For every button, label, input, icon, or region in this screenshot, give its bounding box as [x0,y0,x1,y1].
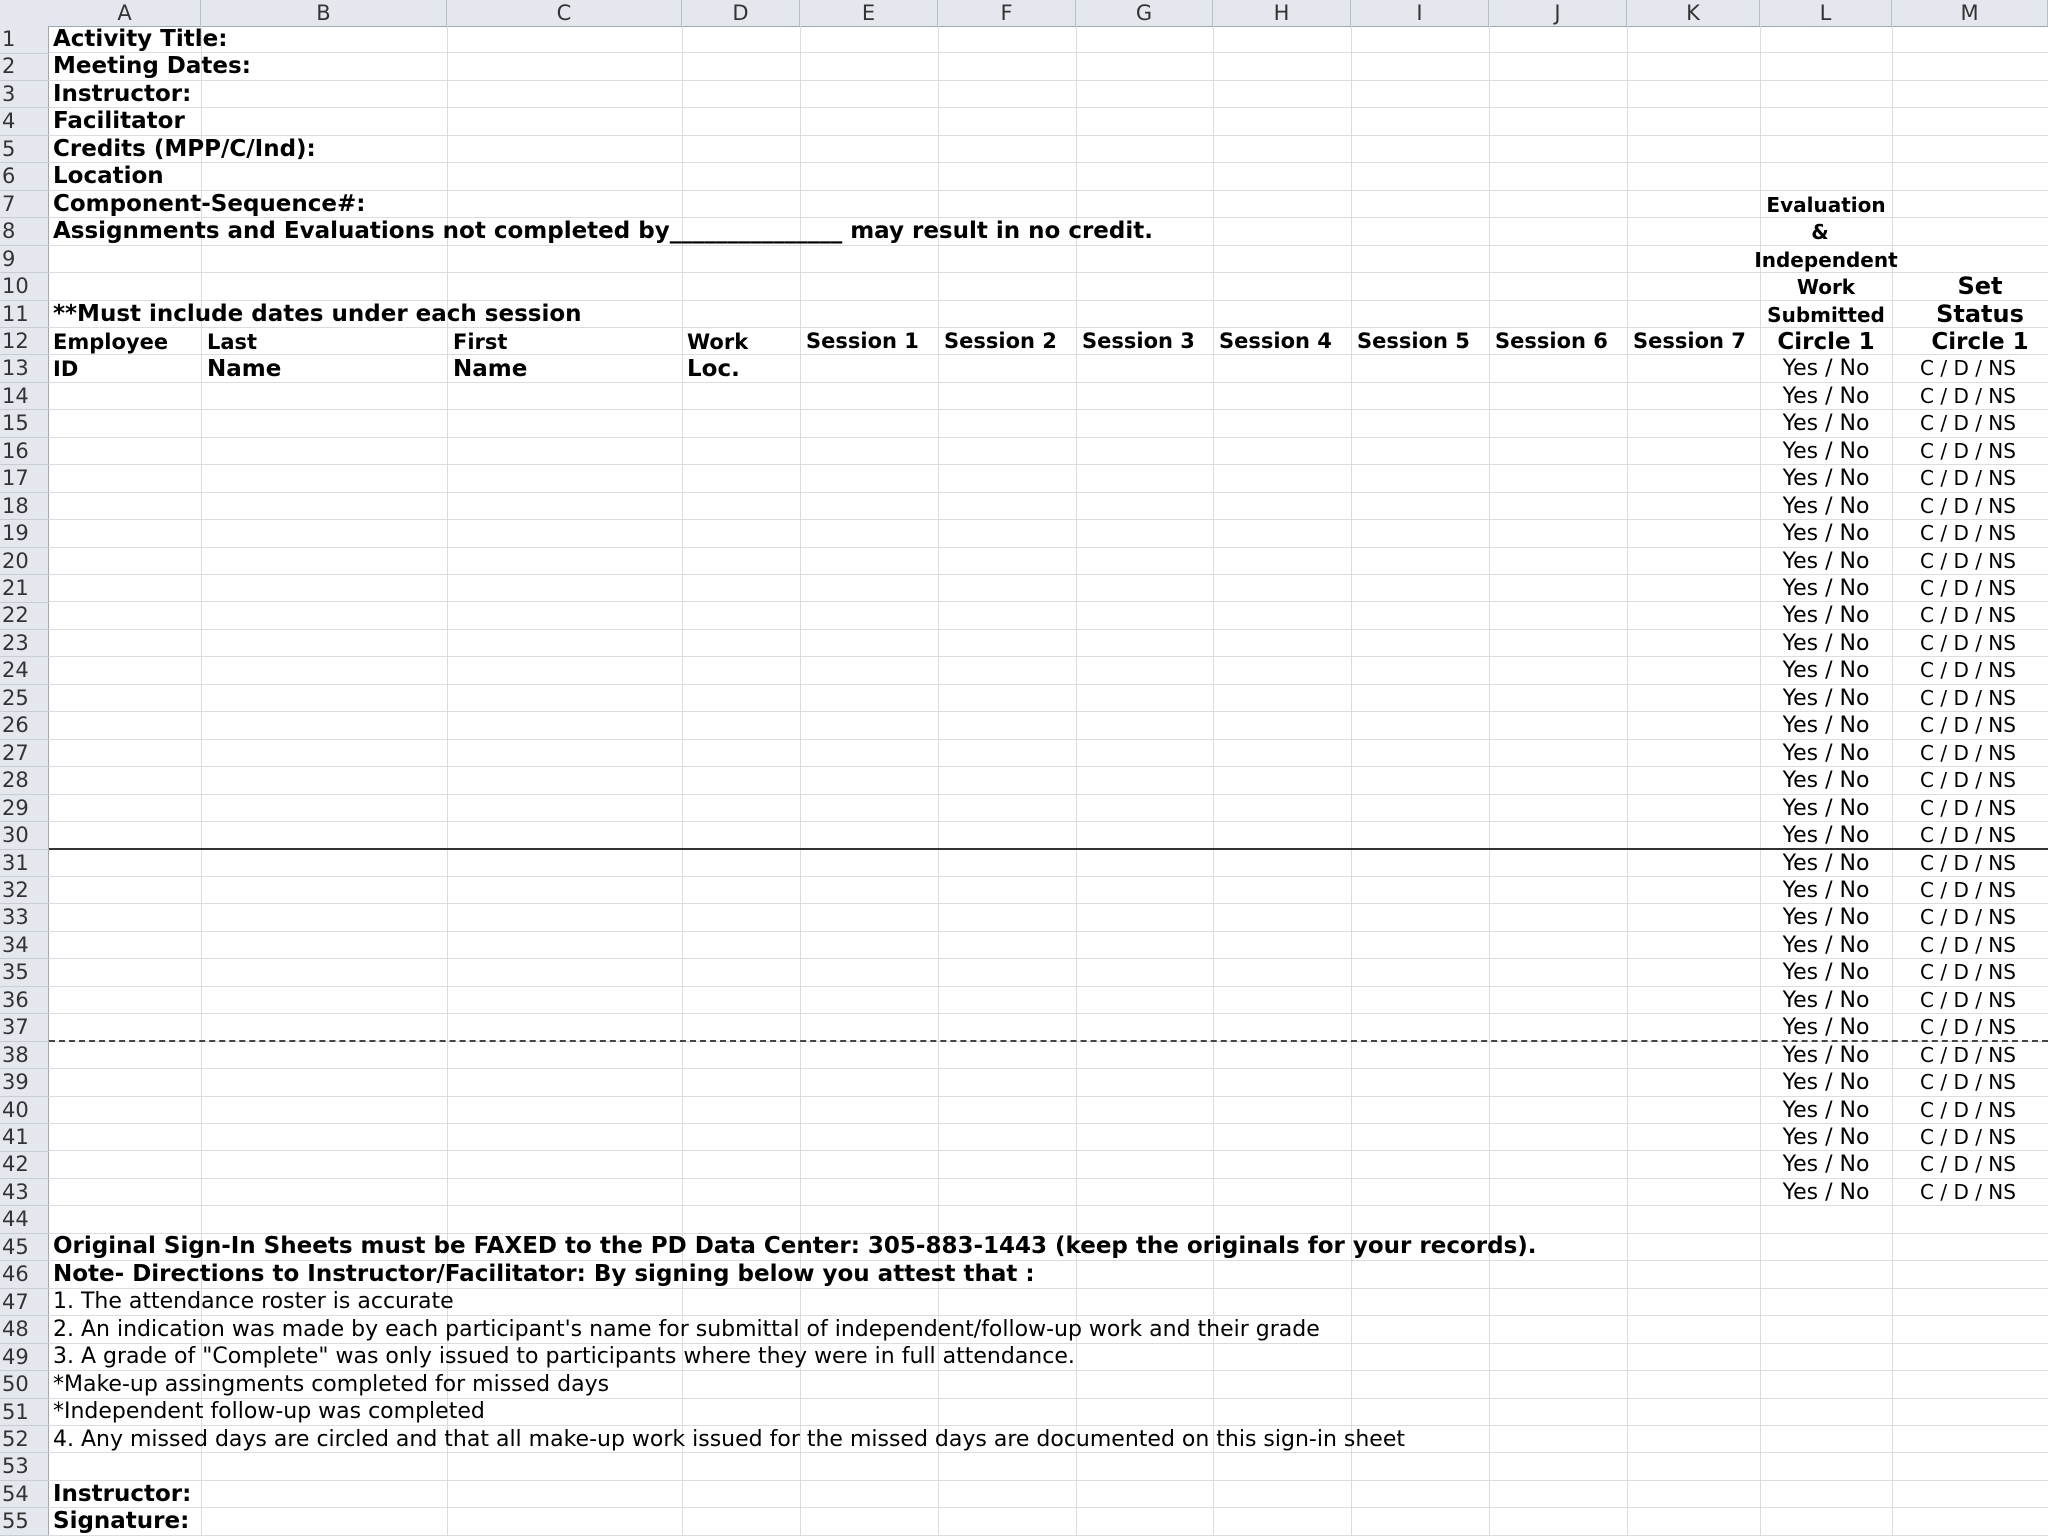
grid-column-line [682,26,683,1536]
status-option[interactable]: C / D / NS [1920,1125,2016,1149]
work-header: Work [687,330,749,354]
row-header[interactable]: 49 [0,1344,49,1372]
status-option[interactable]: C / D / NS [1920,795,2016,820]
row-header[interactable]: 15 [0,410,49,438]
work-submitted-option[interactable]: Yes / No [1782,548,1870,574]
grid-row-line [49,162,2048,163]
work-submitted-option[interactable]: Yes / No [1782,768,1870,794]
status-option[interactable]: C / D / NS [1920,768,2016,793]
id-header: ID [53,357,79,381]
status-option[interactable]: C / D / NS [1920,1152,2016,1177]
eval-header-line1: Evaluation [1766,193,1886,217]
status-option[interactable]: C / D / NS [1920,850,2016,875]
first-header: First [453,330,508,354]
attest-item-3b: *Independent follow-up was completed [53,1399,485,1424]
status-header-line1: Set [1957,272,2003,300]
row-header[interactable]: 11 [0,301,49,329]
status-option[interactable]: C / D / NS [1920,630,2016,655]
work-submitted-option[interactable]: Yes / No [1782,1042,1870,1068]
row-header[interactable]: 51 [0,1399,49,1427]
grid-column-line [938,26,939,1536]
grid-row-line [49,1150,2048,1151]
row-header[interactable]: 28 [0,767,49,795]
work-submitted-option[interactable]: Yes / No [1782,823,1870,849]
grid-row-line [49,80,2048,81]
grid-row-line [49,1013,2048,1014]
status-option[interactable]: C / D / NS [1920,576,2016,600]
status-option[interactable]: C / D / NS [1920,438,2016,463]
work-submitted-option[interactable]: Yes / No [1782,630,1870,656]
grid-row-line [49,766,2048,767]
session-header-3: Session 3 [1082,328,1195,353]
grid-row-line [49,547,2048,548]
work-submitted-option[interactable]: Yes / No [1782,383,1870,409]
work-submitted-option[interactable]: Yes / No [1782,438,1870,464]
session-header-7: Session 7 [1633,328,1746,353]
row-header[interactable]: 2 [0,53,49,81]
grid-row-line [49,135,2048,136]
row-header[interactable]: 33 [0,904,49,932]
session-header-2: Session 2 [944,328,1057,353]
must-include-note: **Must include dates under each session [53,301,582,327]
work-submitted-option[interactable]: Yes / No [1782,850,1870,876]
instructor-sign-label: Instructor: [53,1481,192,1507]
row-header[interactable]: 18 [0,493,49,521]
work-submitted-option[interactable]: Yes / No [1782,740,1870,766]
row-header[interactable]: 1 [0,26,49,54]
row-header[interactable]: 24 [0,657,49,685]
row-header[interactable]: 8 [0,218,49,246]
row-header[interactable]: 19 [0,520,49,548]
grid-row-line [49,958,2048,959]
grid-row-line [49,739,2048,740]
work-submitted-option[interactable]: Yes / No [1782,521,1870,547]
grid-row-line [49,931,2048,932]
row-header[interactable]: 29 [0,795,49,823]
row-header[interactable]: 25 [0,685,49,713]
work-submitted-option[interactable]: Yes / No [1782,1015,1870,1041]
status-option[interactable]: C / D / NS [1920,1097,2016,1122]
row-header[interactable]: 21 [0,575,49,603]
instructor-label: Instructor: [53,81,192,107]
grid-row-line [49,519,2048,520]
row-header[interactable]: 22 [0,602,49,630]
column-header-k[interactable]: K [1627,0,1760,26]
attest-item-4: 4. Any missed days are circled and that all make-up work issued for the missed days are documented on this sign-in sheet [53,1427,1406,1452]
work-submitted-option[interactable]: Yes / No [1782,466,1870,492]
signature-label: Signature: [53,1508,190,1534]
attest-item-2: 2. An indication was made by each participant's name for submittal of independent/follow-up work and their grade [53,1317,1320,1342]
row-header[interactable]: 31 [0,850,49,878]
row-header[interactable]: 12 [0,328,49,356]
grid-row-line [49,382,2048,383]
grid-column-line [1213,26,1214,1536]
work-submitted-option[interactable]: Yes / No [1782,1152,1870,1178]
column-header-h[interactable]: H [1213,0,1351,26]
row-header[interactable]: 16 [0,438,49,466]
activity-title-label: Activity Title: [53,26,228,52]
work-submitted-option[interactable]: Yes / No [1782,1179,1870,1205]
row-header[interactable]: 54 [0,1481,49,1509]
work-submitted-option[interactable]: Yes / No [1782,987,1870,1013]
grid-row-line [49,574,2048,575]
work-submitted-option[interactable]: Yes / No [1782,1070,1870,1096]
work-submitted-option[interactable]: Yes / No [1782,685,1870,711]
row-header[interactable]: 14 [0,383,49,411]
column-header-i[interactable]: I [1351,0,1489,26]
first-name-header: Name [453,356,528,382]
status-option[interactable]: C / D / NS [1920,356,2016,381]
work-submitted-option[interactable]: Yes / No [1782,960,1870,986]
row-header[interactable]: 23 [0,630,49,658]
credits-label: Credits (MPP/C/Ind): [53,136,316,162]
status-option[interactable]: C / D / NS [1920,548,2016,573]
session-header-5: Session 5 [1357,328,1470,353]
grid-row-line [49,1480,2048,1481]
row-header[interactable]: 41 [0,1124,49,1152]
last-name-header: Name [207,356,282,382]
work-submitted-option[interactable]: Yes / No [1782,877,1870,903]
row-header[interactable]: 10 [0,273,49,301]
grid-row-line [49,656,2048,657]
grid-row-line [49,821,2048,822]
work-submitted-option[interactable]: Yes / No [1782,658,1870,684]
eval-header-line4: Work [1796,275,1856,299]
attest-item-3: 3. A grade of "Complete" was only issued to participants where they were in full attendance. [53,1344,1075,1369]
grid-row-line [49,107,2048,108]
page-break-line [49,1040,2048,1042]
status-option[interactable]: C / D / NS [1920,823,2016,848]
column-header-l[interactable]: L [1760,0,1892,26]
row-header[interactable]: 44 [0,1206,49,1234]
row-header[interactable]: 47 [0,1289,49,1317]
loc-header: Loc. [687,356,740,382]
directions-note: Note- Directions to Instructor/Facilitator: By signing below you attest that : [53,1261,1035,1287]
grid-row-line [49,1178,2048,1179]
session-header-1: Session 1 [806,328,919,353]
row-header[interactable]: 37 [0,1014,49,1042]
grid-row-line [49,464,2048,465]
column-headers [0,0,2048,27]
status-option[interactable]: C / D / NS [1920,1042,2016,1067]
work-submitted-option[interactable]: Yes / No [1782,1125,1870,1150]
row-header[interactable]: 38 [0,1042,49,1070]
row-header[interactable]: 42 [0,1151,49,1179]
status-option[interactable]: C / D / NS [1920,987,2016,1012]
facilitator-label: Facilitator [53,108,185,134]
row-header[interactable]: 43 [0,1179,49,1207]
row-header[interactable]: 45 [0,1234,49,1262]
work-submitted-option[interactable]: Yes / No [1782,411,1870,437]
grid-column-line [1627,26,1628,1536]
work-submitted-option[interactable]: Yes / No [1782,905,1870,931]
grid-row-line [49,1068,2048,1069]
grid-row-line [49,1123,2048,1124]
grid-row-line [49,629,2048,630]
assignments-notice: Assignments and Evaluations not completed by_______________ may result in no credit. [53,218,1153,244]
session-header-4: Session 4 [1219,328,1332,353]
row-header[interactable]: 17 [0,465,49,493]
row-header[interactable]: 34 [0,932,49,960]
eval-header-line5: Submitted [1767,303,1885,327]
status-option[interactable]: C / D / NS [1920,383,2016,408]
grid-row-line [49,1507,2048,1508]
work-submitted-option[interactable]: Yes / No [1782,603,1870,629]
work-submitted-option[interactable]: Yes / No [1782,713,1870,739]
status-option[interactable]: C / D / NS [1920,905,2016,930]
status-option[interactable]: C / D / NS [1920,877,2016,902]
grid-row-line [49,1205,2048,1206]
grid-row-line [49,601,2048,602]
work-submitted-option[interactable]: Yes / No [1782,576,1870,601]
row-header[interactable]: 26 [0,712,49,740]
grid-row-line [49,437,2048,438]
row-header[interactable]: 20 [0,548,49,576]
eval-header-line6: Circle 1 [1777,329,1875,355]
component-sequence-label: Component-Sequence#: [53,191,366,217]
row-header[interactable]: 52 [0,1426,49,1454]
row-header[interactable]: 48 [0,1316,49,1344]
grid-row-line [49,409,2048,410]
eval-header-line3: Independent [1754,248,1898,272]
column-header-f[interactable]: F [938,0,1076,26]
attest-item-3a: *Make-up assingments completed for missed days [53,1372,610,1397]
grid-row-line [49,492,2048,493]
status-option[interactable]: C / D / NS [1920,658,2016,683]
column-header-j[interactable]: J [1489,0,1627,26]
attest-item-1: 1. The attendance roster is accurate [53,1289,454,1314]
row-header[interactable]: 9 [0,246,49,274]
grid-column-line [1489,26,1490,1536]
status-option[interactable]: C / D / NS [1920,1070,2016,1095]
row-header[interactable]: 30 [0,822,49,850]
status-header-line3: Circle 1 [1931,329,2029,355]
row-header[interactable]: 6 [0,163,49,191]
grid-row-line [49,1096,2048,1097]
work-submitted-option[interactable]: Yes / No [1782,795,1870,821]
grid-column-line [1076,26,1077,1536]
last-header: Last [207,330,258,354]
status-option[interactable]: C / D / NS [1920,960,2016,985]
row-header[interactable]: 7 [0,191,49,219]
grid-row-line [49,52,2048,53]
column-header-d[interactable]: D [682,0,800,26]
location-label: Location [53,163,164,189]
row-header[interactable]: 4 [0,108,49,136]
row-header[interactable]: 5 [0,136,49,164]
column-header-g[interactable]: G [1076,0,1213,26]
row-header[interactable]: 46 [0,1261,49,1289]
work-submitted-option[interactable]: Yes / No [1782,932,1870,958]
status-option[interactable]: C / D / NS [1920,411,2016,436]
status-option[interactable]: C / D / NS [1920,685,2016,710]
work-submitted-option[interactable]: Yes / No [1782,1097,1870,1123]
row-header[interactable]: 3 [0,81,49,109]
status-header-line2: Status [1936,300,2024,328]
row-header[interactable]: 27 [0,740,49,768]
column-header-c[interactable]: C [447,0,682,26]
row-header[interactable]: 32 [0,877,49,905]
work-submitted-option[interactable]: Yes / No [1782,356,1870,382]
grid-row-line [49,684,2048,685]
column-header-e[interactable]: E [800,0,938,26]
column-header-a[interactable]: A [49,0,201,26]
page-border-line [49,848,2048,850]
column-header-m[interactable]: M [1892,0,2048,26]
employee-header: Employee [53,330,169,354]
row-header[interactable]: 53 [0,1453,49,1481]
grid-row-line [49,794,2048,795]
row-header[interactable]: 13 [0,355,49,383]
work-submitted-option[interactable]: Yes / No [1782,493,1870,519]
eval-header-line2: & [1811,220,1829,244]
row-header[interactable]: 36 [0,987,49,1015]
status-option[interactable]: C / D / NS [1920,466,2016,491]
status-option[interactable]: C / D / NS [1920,521,2016,546]
status-option[interactable]: C / D / NS [1920,493,2016,518]
fax-notice: Original Sign-In Sheets must be FAXED to the PD Data Center: 305-883-1443 (keep the originals for your records). [53,1233,1537,1259]
status-option[interactable]: C / D / NS [1920,713,2016,738]
status-option[interactable]: C / D / NS [1920,1015,2016,1040]
status-option[interactable]: C / D / NS [1920,740,2016,765]
grid-column-line [800,26,801,1536]
row-header[interactable]: 35 [0,959,49,987]
grid-row-line [49,986,2048,987]
row-header[interactable]: 55 [0,1508,49,1536]
status-option[interactable]: C / D / NS [1920,932,2016,957]
row-header[interactable]: 40 [0,1097,49,1125]
status-option[interactable]: C / D / NS [1920,1179,2016,1204]
grid-row-line [49,711,2048,712]
meeting-dates-label: Meeting Dates: [53,53,251,79]
row-headers [0,26,49,1536]
row-header[interactable]: 50 [0,1371,49,1399]
status-option[interactable]: C / D / NS [1920,603,2016,628]
grid-row-line [49,903,2048,904]
grid-row-line [49,876,2048,877]
row-header[interactable]: 39 [0,1069,49,1097]
column-header-b[interactable]: B [201,0,447,26]
session-header-6: Session 6 [1495,328,1608,353]
grid-column-line [1351,26,1352,1536]
